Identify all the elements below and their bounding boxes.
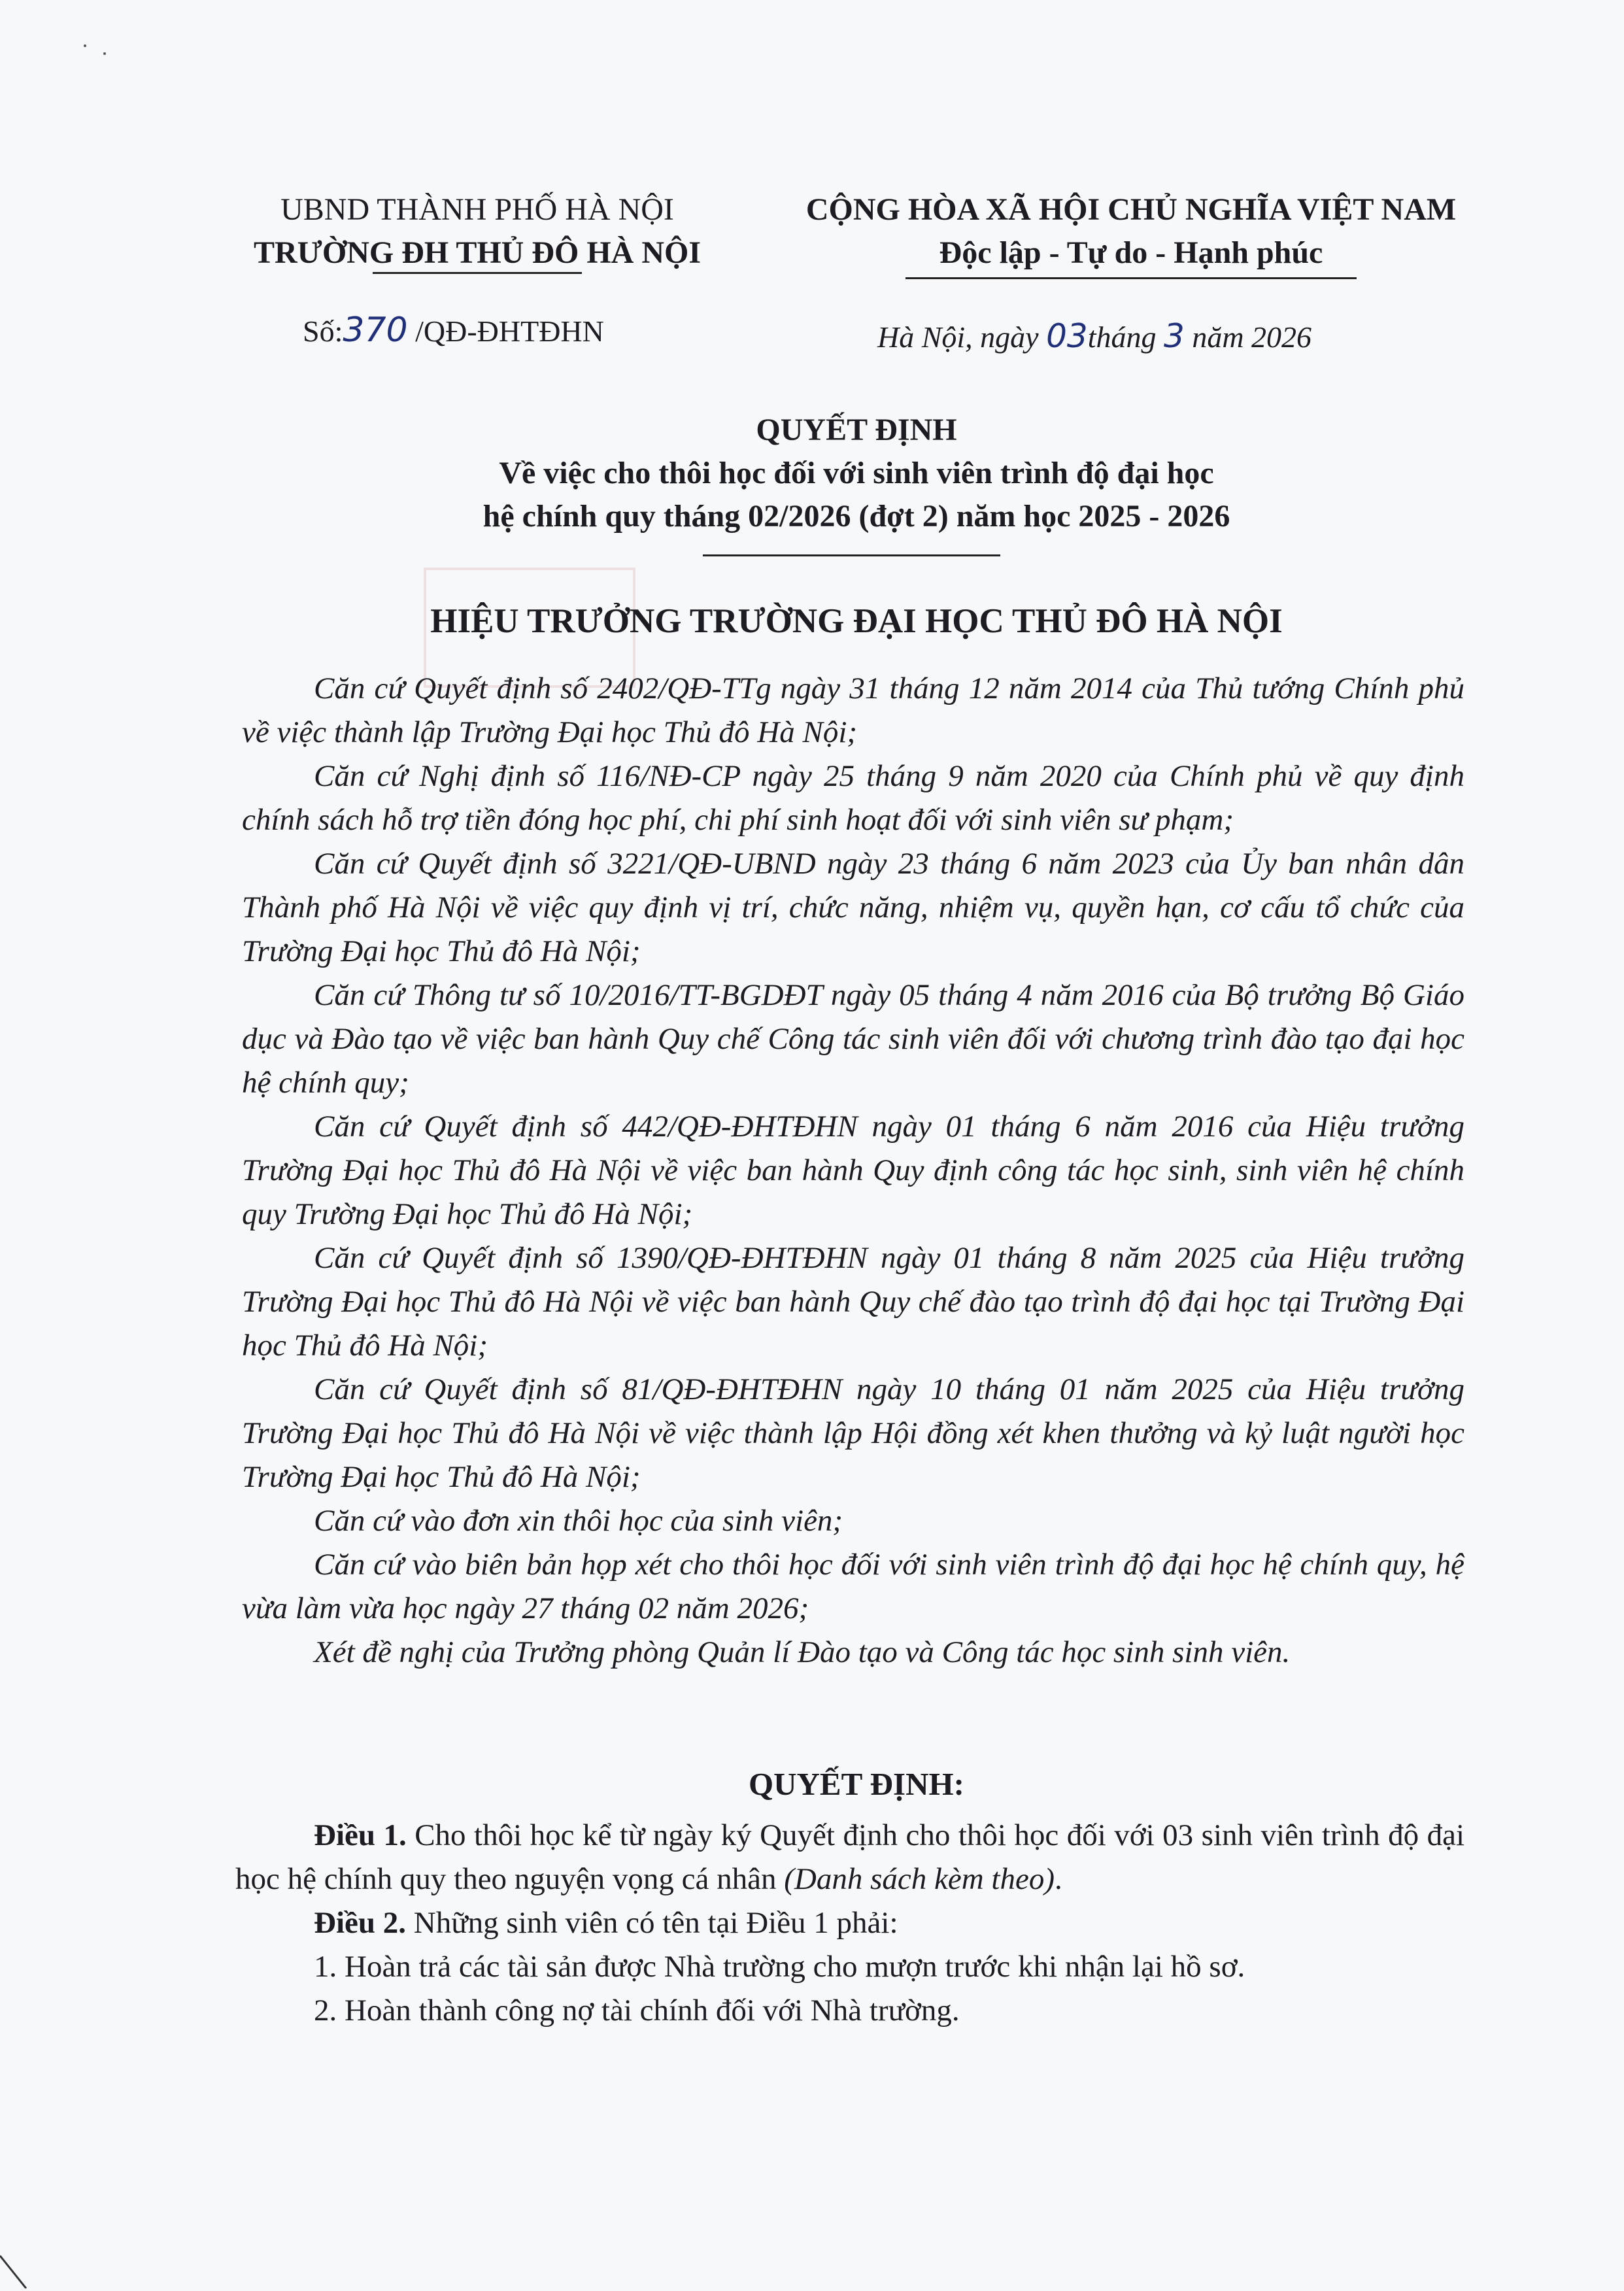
title-line-2: Về việc cho thôi học đối với sinh viên trình độ đại học [499, 456, 1214, 490]
article-1-note: (Danh sách kèm theo) [784, 1862, 1055, 1896]
article-1-end: . [1055, 1862, 1062, 1896]
article-2-label: Điều 2. [314, 1906, 406, 1940]
article-1 [235, 1814, 1464, 1901]
header-right-underline [905, 277, 1357, 279]
school-name: TRƯỜNG ĐH THỦ ĐÔ HÀ NỘI [253, 235, 702, 270]
title-underline [703, 554, 1000, 556]
national-motto-header [752, 188, 1510, 275]
article-1-text: Cho thôi học kể từ ngày ký Quyết định cho thôi học đối với 03 sinh viên trình độ đại học hệ chính quy theo nguyện vọng cá nhân [235, 1818, 1465, 1896]
doc-number-handwritten: 370 [343, 311, 408, 350]
scan-speck [78, 39, 118, 65]
basis-item: Căn cứ Nghị định số 116/NĐ-CP ngày 25 tháng 9 năm 2020 của Chính phủ về quy định chính sách hỗ trợ tiền đóng học phí, chi phí sinh hoạt đối với sinh viên sư phạm; [242, 759, 1464, 837]
issuing-authority-header [216, 188, 739, 275]
authority-heading: HIỆU TRƯỞNG TRƯỜNG ĐẠI HỌC THỦ ĐÔ HÀ NỘI [430, 602, 1283, 640]
basis-item: Căn cứ Thông tư số 10/2016/TT-BGDĐT ngày 05 tháng 4 năm 2016 của Bộ trưởng Bộ Giáo dục và Đào tạo về việc ban hành Quy chế Công tác sinh viên đối với chương trình đào tạo đại học hệ chính quy; [242, 978, 1464, 1100]
issue-date [877, 317, 1311, 355]
document-title [131, 409, 1582, 538]
national-motto: Độc lập - Tự do - Hạnh phúc [939, 235, 1323, 270]
basis-item: Căn cứ Quyết định số 81/QĐ-ĐHTĐHN ngày 10 tháng 01 năm 2025 của Hiệu trưởng Trường Đại học Thủ đô Hà Nội về việc thành lập Hội đồng xét khen thưởng và kỷ luật người học Trường Đại học Thủ đô Hà Nội; [242, 1372, 1464, 1494]
article-1-label: Điều 1. [314, 1818, 407, 1852]
legal-basis-list [242, 667, 1464, 1674]
article-2 [235, 1901, 1464, 1945]
date-part-1: Hà Nội, ngày [877, 320, 1047, 354]
date-part-3: năm 2026 [1184, 320, 1312, 354]
basis-item: Căn cứ Quyết định số 3221/QĐ-UBND ngày 23 tháng 6 năm 2023 của Ủy ban nhân dân Thành phố Hà Nội về việc quy định vị trí, chức năng, nhiệm vụ, quyền hạn, cơ cấu tổ chức của Trường Đại học Thủ đô Hà Nội; [242, 847, 1464, 968]
doc-number-prefix: Số: [303, 314, 343, 348]
basis-item: Xét đề nghị của Trưởng phòng Quản lí Đào tạo và Công tác học sinh sinh viên. [314, 1635, 1291, 1669]
header-left-underline [373, 272, 582, 274]
title-line-1: QUYẾT ĐỊNH [756, 413, 957, 447]
date-part-2: tháng [1087, 320, 1164, 354]
article-2-item: 2. Hoàn thành công nợ tài chính đối với Nhà trường. [314, 1994, 960, 2028]
basis-item: Căn cứ Quyết định số 1390/QĐ-ĐHTĐHN ngày 01 tháng 8 năm 2025 của Hiệu trưởng Trường Đại học Thủ đô Hà Nội về việc ban hành Quy chế đào tạo trình độ đại học tại Trường Đại học Thủ đô Hà Nội; [242, 1241, 1464, 1363]
doc-number-suffix: /QĐ-ĐHTĐHN [407, 314, 604, 348]
date-month-handwritten: 3 [1164, 317, 1185, 355]
basis-item: Căn cứ vào đơn xin thôi học của sinh viên; [314, 1504, 843, 1538]
parent-authority: UBND THÀNH PHỐ HÀ NỘI [280, 192, 674, 227]
article-2-text: Những sinh viên có tên tại Điều 1 phải: [406, 1906, 898, 1940]
basis-item: Căn cứ Quyết định số 442/QĐ-ĐHTĐHN ngày 01 tháng 6 năm 2016 của Hiệu trưởng Trường Đại học Thủ đô Hà Nội về việc ban hành Quy định công tác học sinh, sinh viên hệ chính quy Trường Đại học Thủ đô Hà Nội; [242, 1110, 1464, 1231]
scan-corner-mark [0, 2249, 39, 2288]
basis-item: Căn cứ vào biên bản họp xét cho thôi học đối với sinh viên trình độ đại học hệ chính quy, hệ vừa làm vừa học ngày 27 tháng 02 năm 2026; [242, 1548, 1464, 1625]
decision-heading: QUYẾT ĐỊNH: [749, 1766, 964, 1802]
document-number [303, 311, 604, 350]
title-line-3: hệ chính quy tháng 02/2026 (đợt 2) năm học 2025 - 2026 [482, 499, 1230, 534]
basis-item: Căn cứ Quyết định số 2402/QĐ-TTg ngày 31 tháng 12 năm 2014 của Thủ tướng Chính phủ về việc thành lập Trường Đại học Thủ đô Hà Nội; [242, 671, 1464, 749]
country-name: CỘNG HÒA XÃ HỘI CHỦ NGHĨA VIỆT NAM [805, 192, 1457, 227]
decision-articles [235, 1814, 1464, 2033]
date-day-handwritten: 03 [1046, 317, 1088, 355]
article-2-item: 1. Hoàn trả các tài sản được Nhà trường cho mượn trước khi nhận lại hồ sơ. [314, 1950, 1245, 1984]
